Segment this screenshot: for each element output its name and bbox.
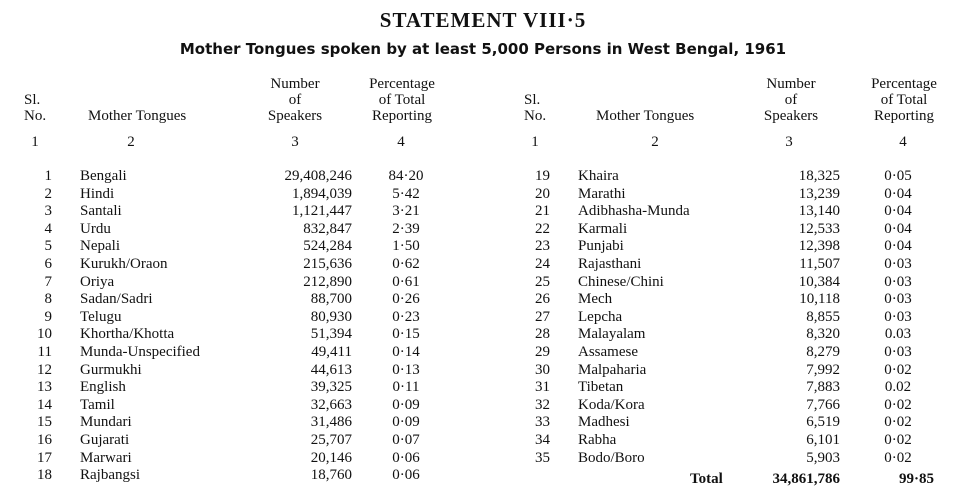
table-row <box>20 450 460 468</box>
speaker-count: 12,533 <box>798 220 840 237</box>
speaker-count: 44,613 <box>310 361 352 378</box>
mother-tongue: Assamese <box>578 343 638 360</box>
colnum-4-left: 4 <box>397 134 405 150</box>
mother-tongue: Kurukh/Oraon <box>80 255 168 272</box>
percentage: 0·61 <box>392 273 420 290</box>
sl-number: 22 <box>535 220 550 237</box>
speaker-count: 51,394 <box>310 326 352 343</box>
table-row <box>20 397 460 415</box>
sl-number: 17 <box>37 449 52 466</box>
percentage: 0·06 <box>392 467 420 484</box>
sl-number: 2 <box>44 185 52 202</box>
table-row <box>516 168 956 186</box>
mother-tongue: Urdu <box>80 220 111 237</box>
table-row <box>20 362 460 380</box>
speaker-count: 6,519 <box>806 414 840 431</box>
table-row <box>516 326 956 344</box>
speaker-count: 31,486 <box>310 414 352 431</box>
percentage: 0·26 <box>392 291 420 308</box>
header-percentage-left: Percentage of Total Reporting <box>369 76 435 124</box>
colnum-1-left: 1 <box>31 134 39 150</box>
speaker-count: 5,903 <box>806 449 840 466</box>
mother-tongue: Gujarati <box>80 431 130 448</box>
table-row <box>20 274 460 292</box>
speaker-count: 13,140 <box>798 203 840 220</box>
table-row <box>516 221 956 239</box>
table-row <box>20 291 460 309</box>
mother-tongue: Marathi <box>578 185 626 202</box>
sl-number: 21 <box>535 203 550 220</box>
speaker-count: 1,121,447 <box>292 203 352 220</box>
sl-number: 35 <box>535 449 550 466</box>
speaker-count: 20,146 <box>310 449 352 466</box>
speaker-count: 18,760 <box>310 467 352 484</box>
percentage: 0·02 <box>884 396 912 413</box>
speaker-count: 49,411 <box>311 343 352 360</box>
sl-number: 32 <box>535 396 550 413</box>
speaker-count: 32,663 <box>310 396 352 413</box>
sl-number: 7 <box>44 273 52 290</box>
speaker-count: 6,101 <box>806 431 840 448</box>
speaker-count: 7,883 <box>806 379 840 396</box>
table-row <box>516 238 956 256</box>
sl-number: 20 <box>535 185 550 202</box>
table-row <box>20 432 460 450</box>
table-row <box>516 291 956 309</box>
colnum-4-right: 4 <box>899 134 907 150</box>
speaker-count: 7,992 <box>806 361 840 378</box>
percentage: 0·03 <box>884 308 912 325</box>
speaker-count: 29,408,246 <box>284 168 352 184</box>
speaker-count: 12,398 <box>798 238 840 255</box>
table-row <box>20 414 460 432</box>
sl-number: 26 <box>535 291 550 308</box>
mother-tongue: Lepcha <box>578 308 623 325</box>
mother-tongue: Mech <box>578 291 613 308</box>
table-row <box>20 467 460 485</box>
colnum-3-left: 3 <box>291 134 299 150</box>
table-row <box>20 186 460 204</box>
percentage: 0·03 <box>884 343 912 360</box>
sl-number: 13 <box>37 379 52 396</box>
mother-tongue: Telugu <box>80 308 122 325</box>
percentage: 0·06 <box>392 449 420 466</box>
percentage: 0·04 <box>884 203 912 220</box>
percentage: 0·13 <box>392 361 420 378</box>
mother-tongue: Bodo/Boro <box>578 449 645 466</box>
table-row <box>516 256 956 274</box>
total-percentage: 99·85 <box>898 471 934 487</box>
speaker-count: 8,320 <box>806 326 840 343</box>
mother-tongue: Rajbangsi <box>80 467 140 484</box>
percentage: 0·09 <box>392 396 420 413</box>
percentage: 5·42 <box>392 185 420 202</box>
table-row <box>516 344 956 362</box>
percentage: 0·15 <box>392 326 420 343</box>
colnum-2-left: 2 <box>127 134 135 150</box>
percentage: 0·02 <box>884 414 912 431</box>
table-row <box>20 326 460 344</box>
mother-tongue: Chinese/Chini <box>578 273 664 290</box>
right-table-body <box>516 168 956 467</box>
sl-number: 19 <box>535 168 550 184</box>
speaker-count: 25,707 <box>310 431 352 448</box>
speaker-count: 11,507 <box>799 255 840 272</box>
speaker-count: 215,636 <box>303 255 352 272</box>
mother-tongue: Malpaharia <box>578 361 647 378</box>
percentage: 0·02 <box>884 361 912 378</box>
speaker-count: 212,890 <box>303 273 352 290</box>
total-speakers: 34,861,786 <box>772 471 840 487</box>
sl-number: 27 <box>535 308 550 325</box>
table-row <box>516 432 956 450</box>
sl-number: 12 <box>37 361 52 378</box>
percentage: 0·04 <box>884 185 912 202</box>
percentage: 0·07 <box>392 431 420 448</box>
table-row <box>20 344 460 362</box>
mother-tongue: Madhesi <box>578 414 630 431</box>
sl-number: 16 <box>37 431 52 448</box>
table-row <box>20 238 460 256</box>
sl-number: 33 <box>535 414 550 431</box>
percentage: 0·09 <box>392 414 420 431</box>
header-speakers-right: Number of Speakers <box>763 76 819 124</box>
percentage: 0·14 <box>392 343 420 360</box>
mother-tongue: Nepali <box>80 238 120 255</box>
table-row <box>20 203 460 221</box>
percentage: 0·03 <box>884 291 912 308</box>
percentage: 0·05 <box>884 168 912 184</box>
mother-tongue: Malayalam <box>578 326 646 343</box>
mother-tongue: Rajasthani <box>578 255 642 272</box>
sl-number: 25 <box>535 273 550 290</box>
colnum-1-right: 1 <box>531 134 539 150</box>
mother-tongue: Rabha <box>578 431 617 448</box>
speaker-count: 80,930 <box>310 308 352 325</box>
speaker-count: 8,279 <box>806 343 840 360</box>
sl-number: 14 <box>37 396 52 413</box>
mother-tongue: Marwari <box>80 449 132 466</box>
speaker-count: 88,700 <box>310 291 352 308</box>
percentage: 0·02 <box>884 431 912 448</box>
sl-number: 9 <box>44 308 52 325</box>
mother-tongue: Oriya <box>80 273 115 290</box>
mother-tongue: Mundari <box>80 414 132 431</box>
table-row <box>516 362 956 380</box>
table-row <box>516 450 956 468</box>
speaker-count: 8,855 <box>806 308 840 325</box>
table-row <box>516 379 956 397</box>
table-row <box>516 274 956 292</box>
sl-number: 4 <box>44 220 52 237</box>
left-data-table <box>20 168 460 485</box>
percentage: 0·03 <box>884 255 912 272</box>
table-row <box>20 309 460 327</box>
mother-tongue: Tamil <box>80 396 115 413</box>
sl-number: 30 <box>535 361 550 378</box>
sl-number: 8 <box>44 291 52 308</box>
percentage: 0·23 <box>392 308 420 325</box>
mother-tongue: Sadan/Sadri <box>80 291 153 308</box>
header-speakers-left: Number of Speakers <box>267 76 323 124</box>
sl-number: 10 <box>37 326 52 343</box>
mother-tongue: Karmali <box>578 220 628 237</box>
table-row <box>516 203 956 221</box>
total-label: Total <box>690 471 723 487</box>
percentage: 84·20 <box>388 168 424 184</box>
percentage: 0·03 <box>884 273 912 290</box>
percentage: 0·02 <box>884 449 912 466</box>
table-row <box>20 379 460 397</box>
sl-number: 6 <box>44 255 52 272</box>
sl-number: 28 <box>535 326 550 343</box>
colnum-3-right: 3 <box>785 134 793 150</box>
percentage: 3·21 <box>392 203 420 220</box>
speaker-count: 1,894,039 <box>292 185 352 202</box>
statement-title: STATEMENT VIII·5 <box>379 8 587 32</box>
table-row <box>20 168 460 186</box>
speaker-count: 18,325 <box>798 168 840 184</box>
speaker-count: 832,847 <box>303 220 352 237</box>
mother-tongue: Hindi <box>80 185 115 202</box>
mother-tongue: Koda/Kora <box>578 396 645 413</box>
speaker-count: 10,384 <box>798 273 840 290</box>
header-sl-no-right: Sl. No. <box>524 92 547 124</box>
speaker-count: 13,239 <box>798 185 840 202</box>
mother-tongue: English <box>80 379 126 396</box>
sl-number: 15 <box>37 414 52 431</box>
mother-tongue: Punjabi <box>578 238 624 255</box>
sl-number: 3 <box>44 203 52 220</box>
percentage: 0·11 <box>392 379 420 396</box>
speaker-count: 10,118 <box>799 291 840 308</box>
percentage: 0.02 <box>884 379 912 396</box>
percentage: 1·50 <box>392 238 420 255</box>
sl-number: 34 <box>535 431 550 448</box>
mother-tongue: Khaira <box>578 168 619 184</box>
sl-number: 24 <box>535 255 550 272</box>
mother-tongue: Bengali <box>80 168 127 184</box>
sl-number: 23 <box>535 238 550 255</box>
mother-tongue: Adibhasha-Munda <box>578 203 690 220</box>
sl-number: 29 <box>535 343 550 360</box>
table-row <box>20 256 460 274</box>
speaker-count: 7,766 <box>806 396 840 413</box>
percentage: 0.03 <box>884 326 912 343</box>
percentage: 0·62 <box>392 255 420 272</box>
mother-tongue: Santali <box>80 203 122 220</box>
sl-number: 31 <box>535 379 550 396</box>
percentage: 0·04 <box>884 238 912 255</box>
header-mother-tongues-right: Mother Tongues <box>596 108 695 124</box>
percentage: 2·39 <box>392 220 420 237</box>
sl-number: 18 <box>37 467 52 484</box>
mother-tongue: Tibetan <box>578 379 624 396</box>
table-row <box>516 397 956 415</box>
mother-tongue: Khortha/Khotta <box>80 326 175 343</box>
sl-number: 11 <box>37 343 52 360</box>
sl-number: 5 <box>44 238 52 255</box>
header-percentage-right: Percentage of Total Reporting <box>871 76 937 124</box>
mother-tongue: Munda-Unspecified <box>80 343 200 360</box>
colnum-2-right: 2 <box>651 134 659 150</box>
table-row <box>516 414 956 432</box>
mother-tongue: Gurmukhi <box>80 361 142 378</box>
table-row <box>20 221 460 239</box>
sl-number: 1 <box>44 168 52 184</box>
right-data-table <box>516 168 956 467</box>
percentage: 0·04 <box>884 220 912 237</box>
left-table-body <box>20 168 460 485</box>
header-sl-no-left: Sl. No. <box>24 92 47 124</box>
table-subtitle: Mother Tongues spoken by at least 5,000 Persons in West Bengal, 1961 <box>179 40 787 58</box>
speaker-count: 524,284 <box>303 238 352 255</box>
table-row <box>516 186 956 204</box>
table-row <box>516 309 956 327</box>
header-mother-tongues-left: Mother Tongues <box>88 108 187 124</box>
speaker-count: 39,325 <box>310 379 352 396</box>
